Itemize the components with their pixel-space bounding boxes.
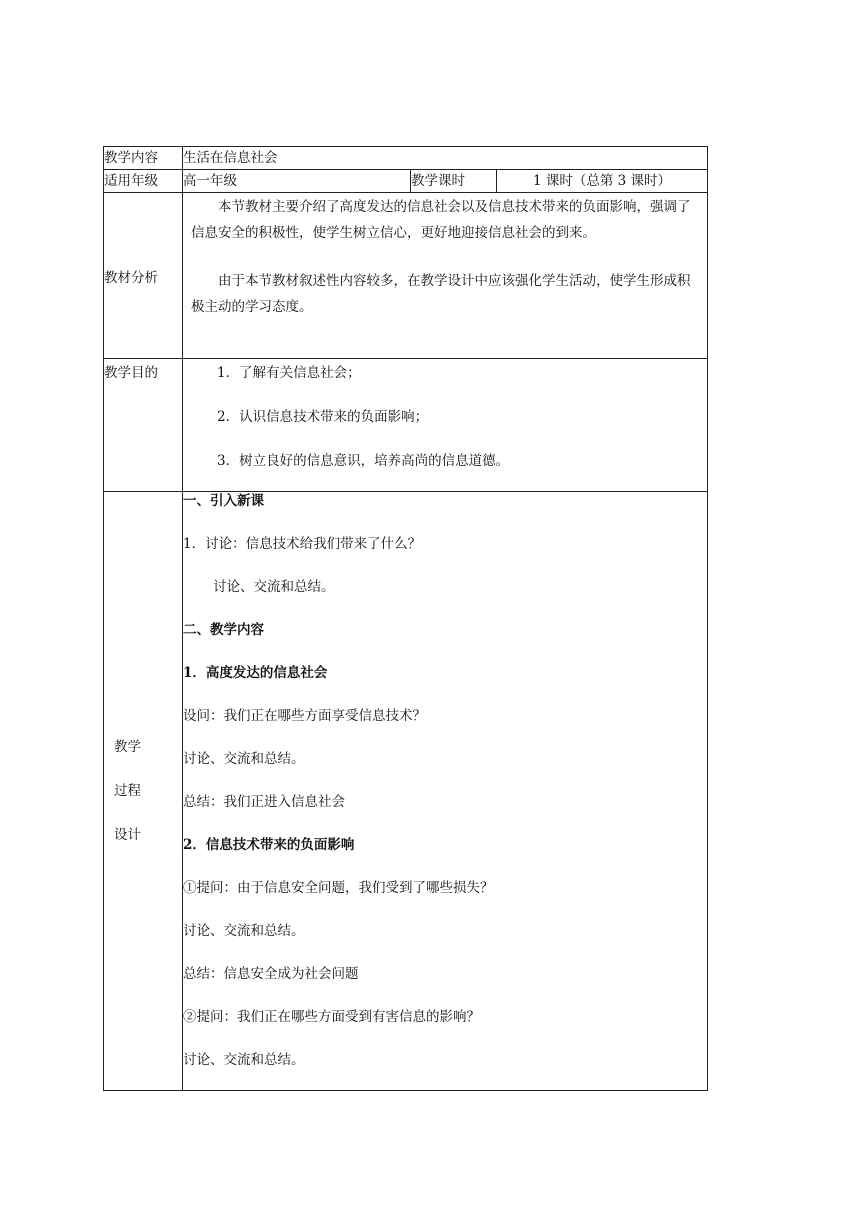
process-content [183,492,708,1091]
process-line: 讨论、交流和总结。 [183,751,305,767]
process-label-line-3: 设计 [114,827,141,843]
label-objectives: 教学目的 [104,359,183,492]
process-line: 总结：信息安全成为社会问题 [183,966,359,982]
process-line: 讨论、交流和总结。 [183,1052,305,1068]
process-subheading-2: 2．信息技术带来的负面影响 [183,837,355,853]
objective-item-3: 3．树立良好的信息意识，培养高尚的信息道德。 [217,453,510,469]
process-heading-intro: 一、引入新课 [183,493,264,509]
row-analysis [104,193,708,359]
analysis-content [183,193,708,359]
process-subheading-1: 1．高度发达的信息社会 [183,665,328,681]
process-line: ②提问：我们正在哪些方面受到有害信息的影响？ [183,1009,480,1025]
process-heading-content: 二、教学内容 [183,622,264,638]
process-line: 1．讨论：信息技术给我们带来了什么？ [183,536,422,552]
objective-item-2: 2．认识信息技术带来的负面影响； [217,409,429,425]
analysis-paragraph-1: 本节教材主要介绍了高度发达的信息社会以及信息技术带来的负面影响，强调了信息安全的积极性，使学生树立信心，更好地迎接信息社会的到来。 [191,199,691,241]
lesson-plan-table [103,146,708,1091]
process-line: 讨论、交流和总结。 [183,923,305,939]
objective-item-1: 1．了解有关信息社会； [217,365,361,381]
objectives-content [183,359,708,492]
label-content: 教学内容 [104,147,183,170]
row-objectives [104,359,708,492]
value-content: 生活在信息社会 [183,147,708,170]
value-grade: 高一年级 [183,170,411,193]
row-content [104,147,708,170]
row-grade [104,170,708,193]
process-label-line-2: 过程 [114,783,141,799]
label-analysis: 教材分析 [104,193,183,359]
label-hours: 教学课时 [411,170,497,193]
analysis-paragraph-2: 由于本节教材叙述性内容较多，在教学设计中应该强化学生活动，使学生形成积极主动的学习态度。 [191,273,691,315]
process-line: 设问：我们正在哪些方面享受信息技术？ [183,708,426,724]
value-hours: 1 课时（总第 3 课时） [497,170,708,193]
process-line: 总结：我们正进入信息社会 [183,794,345,810]
row-process [104,492,708,1091]
process-line: 讨论、交流和总结。 [213,579,335,595]
label-process [104,492,183,1091]
label-grade: 适用年级 [104,170,183,193]
process-line: ①提问：由于信息安全问题，我们受到了哪些损失？ [183,880,494,896]
process-label-line-1: 教学 [114,739,141,755]
